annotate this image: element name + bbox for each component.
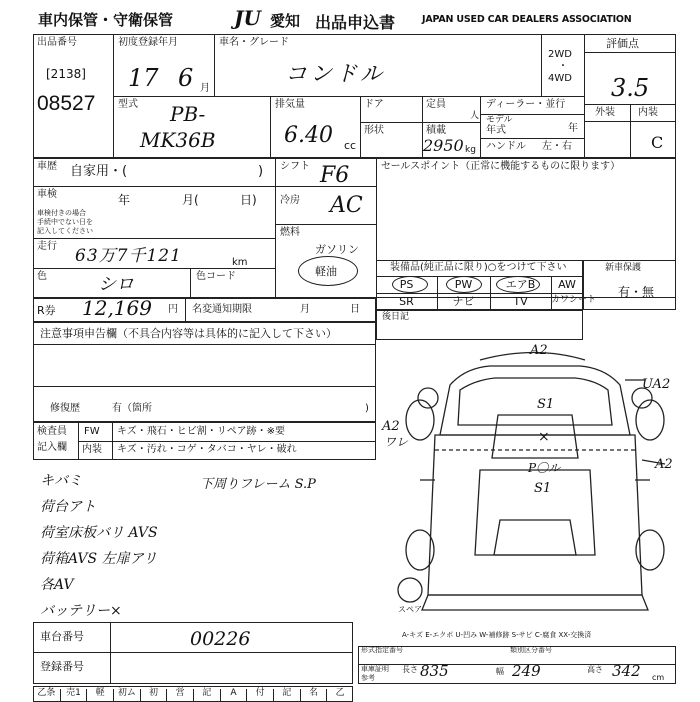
footer-cell: 名	[300, 689, 327, 702]
drive-2wd: 2WD	[548, 49, 572, 60]
remark-6: バッテリー×	[40, 603, 122, 619]
equipment-item: PW	[454, 278, 473, 291]
recycle-label: 新車保護	[605, 263, 642, 273]
footer-cell: 軽	[86, 689, 113, 702]
aircon-value: AC	[330, 193, 363, 218]
width-value: 249	[512, 662, 541, 680]
recycle-fee-unit: 円	[168, 304, 178, 315]
model-year-label-1: モデル	[486, 115, 513, 125]
lot-number: 08527	[37, 92, 96, 115]
color-code-label: 色コード	[196, 271, 236, 282]
form-title: 出品申込書	[315, 13, 396, 32]
equipment-label: 装備品(純正品に限り)○をつけて下さい	[390, 262, 567, 273]
displacement-value: 6.40	[284, 123, 333, 148]
history-close: )	[258, 164, 264, 179]
name-change-day: 日	[350, 304, 360, 315]
height-value: 342	[612, 662, 641, 680]
inspector-row1-items: キズ・飛石・ヒビ割・リペア跡・※要	[117, 426, 285, 437]
shaken-note-3: 記入してください	[37, 227, 93, 235]
history-label: 車歴	[37, 161, 57, 172]
interior-label: 内装	[638, 107, 658, 118]
length-label: 長さ	[402, 665, 418, 674]
diagram-left-label-2: ワレ	[384, 435, 409, 449]
remark-3: 荷室床板バリ AVS	[40, 525, 158, 541]
model-name: コンドル	[285, 62, 386, 87]
equipment-pw-circle	[446, 276, 482, 293]
dim-unit: cm	[652, 673, 665, 682]
equipment-item: エアB	[505, 278, 536, 291]
lot-sub-number: [2138]	[46, 67, 86, 81]
footer-cell: 付	[246, 689, 273, 702]
fuel-option-2: 軽油	[315, 265, 337, 278]
model-label: 車名・グレード	[219, 37, 289, 48]
footer-cell: 売1	[60, 689, 87, 702]
shaken-note-1: 車検付きの場合	[37, 209, 86, 217]
load-unit: kg	[465, 145, 476, 155]
shaken-day-unit: 日)	[240, 193, 257, 207]
registration-label: 初度登録年月	[118, 37, 178, 48]
drive-dot: ・	[558, 61, 568, 72]
org-english: JAPAN USED CAR DEALERS ASSOCIATION	[422, 14, 632, 25]
shift-label: シフト	[280, 161, 310, 172]
footer-cell: 初ム	[113, 689, 140, 702]
footer-cell: 営	[166, 689, 193, 702]
equipment-item: ナビ	[452, 295, 475, 308]
remark-5: 各AV	[40, 577, 74, 593]
footer-cell: 乙	[326, 689, 353, 702]
equipment-item: TV	[513, 295, 528, 308]
remark-right: 下周りフレーム S.P	[200, 477, 316, 492]
length-value: 835	[420, 662, 449, 680]
diagram-hood-mark: S1	[537, 397, 555, 412]
handle-options: 左・右	[542, 141, 572, 152]
load-value: 2950	[423, 136, 464, 155]
equipment-item: カワシート	[551, 295, 597, 305]
chassis-label: 車台番号	[40, 630, 84, 643]
registration-year: 17	[128, 64, 159, 92]
name-change-month: 月	[300, 304, 310, 315]
diagram-right-top-label: UA2	[642, 377, 671, 392]
org-name: 愛知	[270, 12, 301, 30]
dim-label-2: 車庫証明	[361, 665, 389, 673]
footer-cell: 記	[193, 689, 220, 702]
chassis-value: 00226	[190, 628, 251, 650]
type-value-2: MK36B	[140, 128, 216, 152]
inspector-name-label: 後日記	[382, 312, 410, 322]
width-label: 幅	[496, 667, 504, 676]
displacement-unit: cc	[344, 139, 357, 152]
shift-value: F6	[320, 163, 350, 188]
repair-label: 修復歴	[50, 403, 80, 414]
registration-month: 6	[178, 64, 194, 92]
mileage-label: 走行	[37, 241, 57, 252]
shaken-month-unit: 月(	[182, 193, 199, 207]
logo: JU	[234, 6, 261, 30]
recycle-fee-label: R券	[37, 304, 56, 317]
equipment-item: AW	[558, 278, 576, 291]
equipment-ps-circle	[392, 276, 428, 293]
footer-cell: 初	[140, 689, 167, 702]
dim-label-1b: 類別区分番号	[510, 646, 552, 654]
height-label: 高さ	[587, 665, 603, 674]
diagram-left-label-1: A2	[382, 419, 400, 434]
equipment-airbag-circle	[496, 276, 540, 293]
type-value-1: PB-	[170, 102, 206, 126]
recycle-fee-value: 12,169	[82, 296, 152, 320]
load-label: 積載	[426, 125, 446, 136]
plate-label: 登録番号	[40, 660, 84, 673]
equipment-item: SR	[399, 295, 414, 308]
capacity-label: 定員	[426, 99, 446, 110]
inspector-row1-prefix: FW	[84, 426, 100, 437]
type-label: 型式	[118, 99, 138, 110]
interior-value: C	[651, 133, 664, 152]
footer-cell: 記	[273, 689, 300, 702]
notes-label: 注意事項申告欄（不具合内容等は具体的に記入して下さい）	[40, 327, 337, 340]
color-label: 色	[37, 271, 47, 282]
equipment-item: PS	[399, 278, 414, 291]
inspector-row2-prefix: 内装	[82, 444, 102, 455]
remark-1: キバミ	[40, 473, 82, 489]
drive-4wd: 4WD	[548, 73, 572, 84]
grade-label: 評価点	[606, 37, 639, 50]
color-value: シロ	[98, 274, 134, 295]
inspector-label-1: 検査員	[37, 426, 67, 437]
fuel-option-1: ガソリン	[315, 243, 359, 256]
spare-label: スペア	[398, 605, 422, 614]
shaken-label: 車検	[37, 189, 57, 200]
inspector-row2-items: キズ・汚れ・コゲ・タバコ・ヤレ・破れ	[117, 444, 297, 455]
capacity-unit: 人	[470, 111, 480, 121]
mileage-value: 63万7千121	[75, 246, 182, 266]
diagram-bed-mark-2: S1	[534, 481, 552, 496]
model-year-unit: 年	[568, 123, 578, 134]
model-year-label-2: 年式	[486, 125, 506, 136]
exterior-label: 外装	[595, 107, 615, 118]
registration-month-unit: 月	[200, 83, 210, 94]
shape-label: 形状	[364, 125, 384, 136]
diagram-right-mid-label: A2	[655, 457, 673, 472]
handle-label: ハンドル	[486, 141, 526, 152]
repair-value: 有（箇所	[112, 403, 152, 414]
dim-label-1: 形式指定番号	[361, 646, 403, 654]
storage-note: 車内保管・守衛保管	[38, 11, 174, 29]
dim-label-2b: 参考	[361, 674, 375, 682]
damage-legend: A-キズ E-エクボ U-凹み W-補修跡 S-サビ C-腐食 XX-交換済	[402, 631, 592, 639]
mileage-unit: km	[232, 257, 248, 268]
inspector-label-2: 記入欄	[37, 442, 67, 453]
repair-close: )	[365, 403, 369, 414]
dealer-label: ディーラー・並行	[486, 99, 566, 110]
shaken-year-unit: 年	[118, 193, 131, 207]
doors-label: ドア	[364, 99, 384, 110]
grade-score: 3.5	[611, 74, 650, 102]
remark-4: 荷箱AVS 左扉アリ	[40, 551, 158, 567]
aircon-label: 冷房	[280, 195, 300, 206]
name-change-label: 名変通知期限	[192, 304, 252, 315]
fuel-label: 燃料	[280, 227, 300, 238]
footer-cell: 乙条	[37, 688, 56, 698]
diagram-bed-mark-1: P〇ル	[528, 461, 561, 475]
lot-label: 出品番号	[37, 37, 77, 48]
history-value: 自家用・(	[70, 164, 128, 179]
displacement-label: 排気量	[275, 99, 305, 110]
diagram-top-label: A2	[530, 343, 548, 358]
recycle-options: 有・無	[618, 285, 655, 299]
footer-cell: A	[220, 689, 247, 702]
diagram-roof-mark: ×	[538, 429, 550, 445]
shaken-note-2: 手続中でない日を	[37, 218, 93, 226]
sales-point-label: セールスポイント（正常に機能するものに限ります）	[381, 161, 621, 172]
remark-2: 荷台アト	[40, 499, 96, 515]
